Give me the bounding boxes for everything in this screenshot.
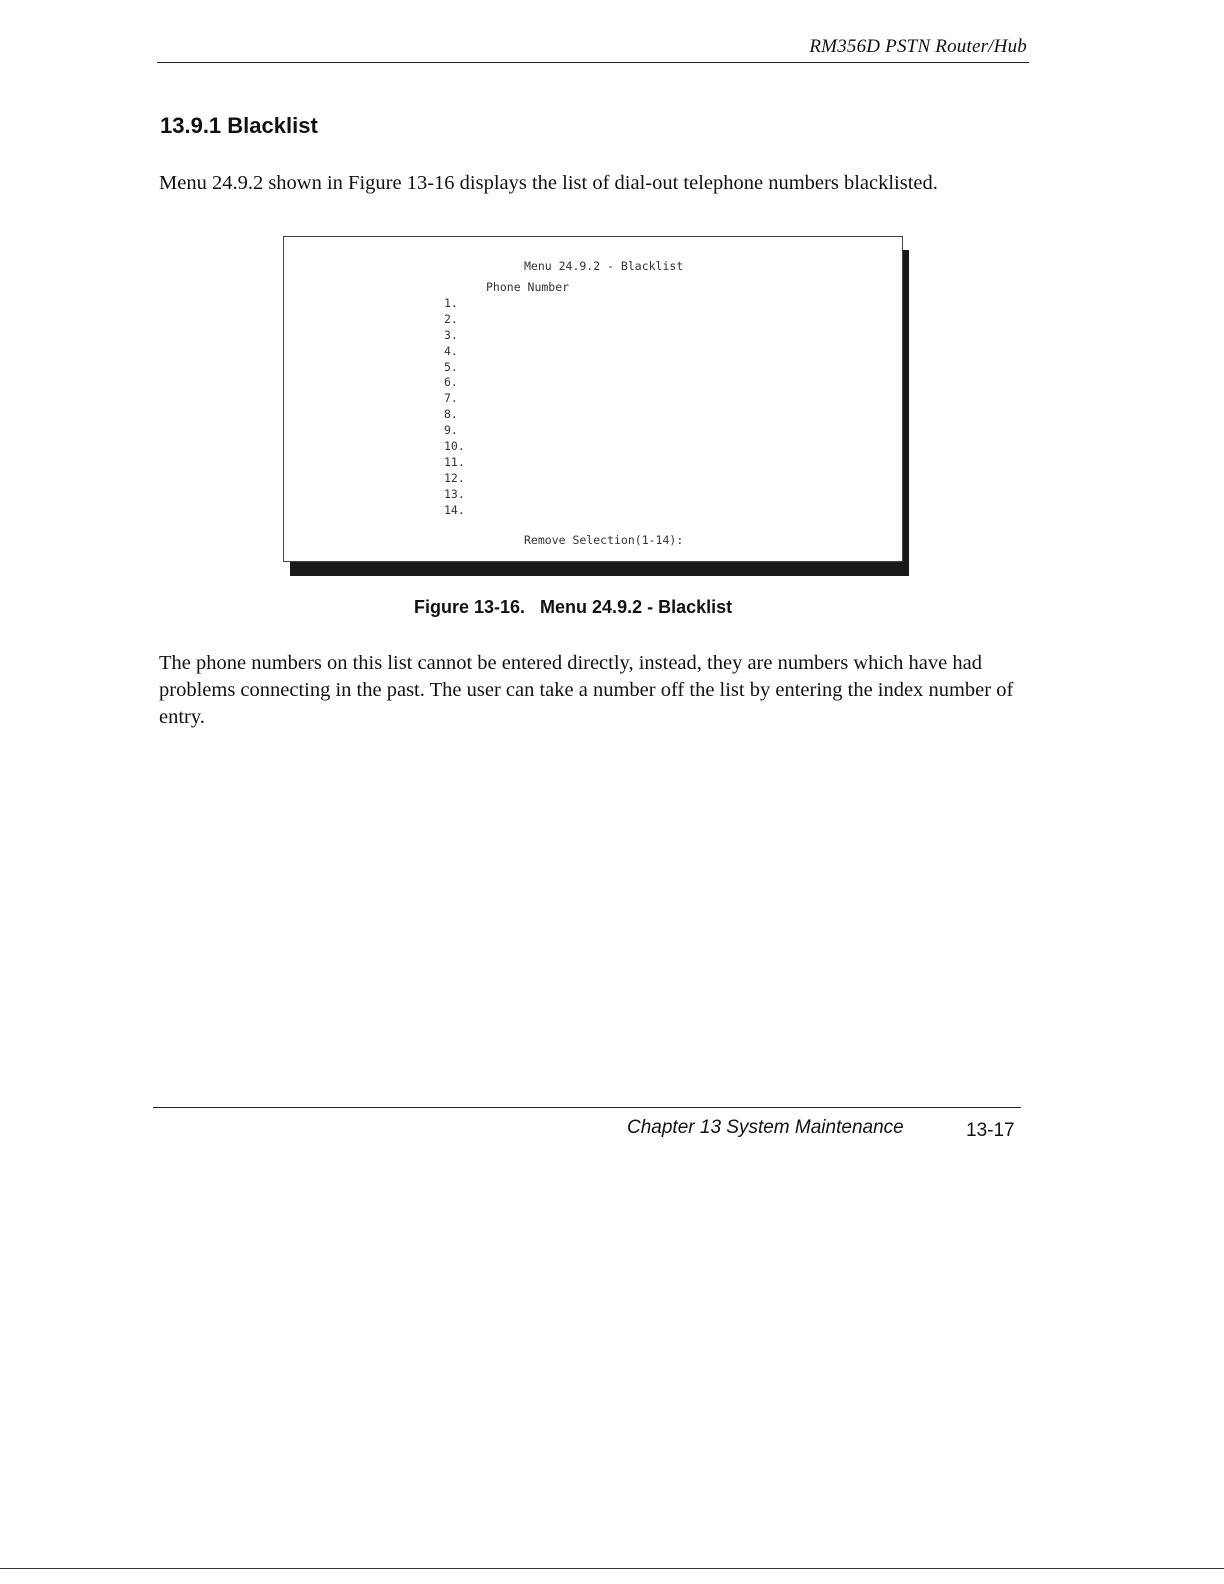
blacklist-menu-screen — [283, 236, 903, 562]
blacklist-entry: 6. — [444, 375, 458, 390]
header-rule — [157, 62, 1029, 63]
blacklist-entry: 7. — [444, 391, 458, 406]
blacklist-entry: 9. — [444, 423, 458, 438]
intro-paragraph: Menu 24.9.2 shown in Figure 13-16 displays the list of dial-out telephone numbers blacklisted. — [159, 172, 938, 194]
menu-title: Menu 24.9.2 - Blacklist — [524, 259, 684, 273]
blacklist-entry: 5. — [444, 359, 458, 374]
blacklist-entry: 12. — [444, 470, 465, 485]
running-header: RM356D PSTN Router/Hub — [809, 36, 1027, 57]
footer-chapter-title: Chapter 13 System Maintenance — [627, 1117, 904, 1138]
blacklist-entry: 2. — [444, 311, 458, 326]
section-heading: 13.9.1 Blacklist — [160, 113, 318, 138]
remove-selection-prompt: Remove Selection(1-14): — [524, 533, 684, 547]
blacklist-entries — [444, 296, 465, 518]
blacklist-entry: 10. — [444, 439, 465, 454]
blacklist-entry: 13. — [444, 486, 465, 501]
blacklist-entry: 8. — [444, 407, 458, 422]
blacklist-entry: 14. — [444, 502, 465, 517]
scan-edge-rule — [0, 1568, 1224, 1569]
figure-caption: Figure 13-16. Menu 24.9.2 - Blacklist — [414, 597, 733, 617]
blacklist-entry: 4. — [444, 343, 458, 358]
blacklist-entry: 11. — [444, 454, 465, 469]
screen-shadow-bottom — [290, 561, 909, 576]
blacklist-entry: 1. — [444, 296, 458, 310]
page-number: 13-17 — [966, 1120, 1015, 1141]
phone-number-column-header: Phone Number — [486, 280, 570, 294]
footer-rule — [153, 1107, 1021, 1108]
blacklist-entry: 3. — [444, 327, 458, 342]
body-paragraph: The phone numbers on this list cannot be entered directly, instead, they are numbers which have had problems connecting in the past. The user can take a number off the list by entering the index number of entry. — [159, 652, 1014, 728]
